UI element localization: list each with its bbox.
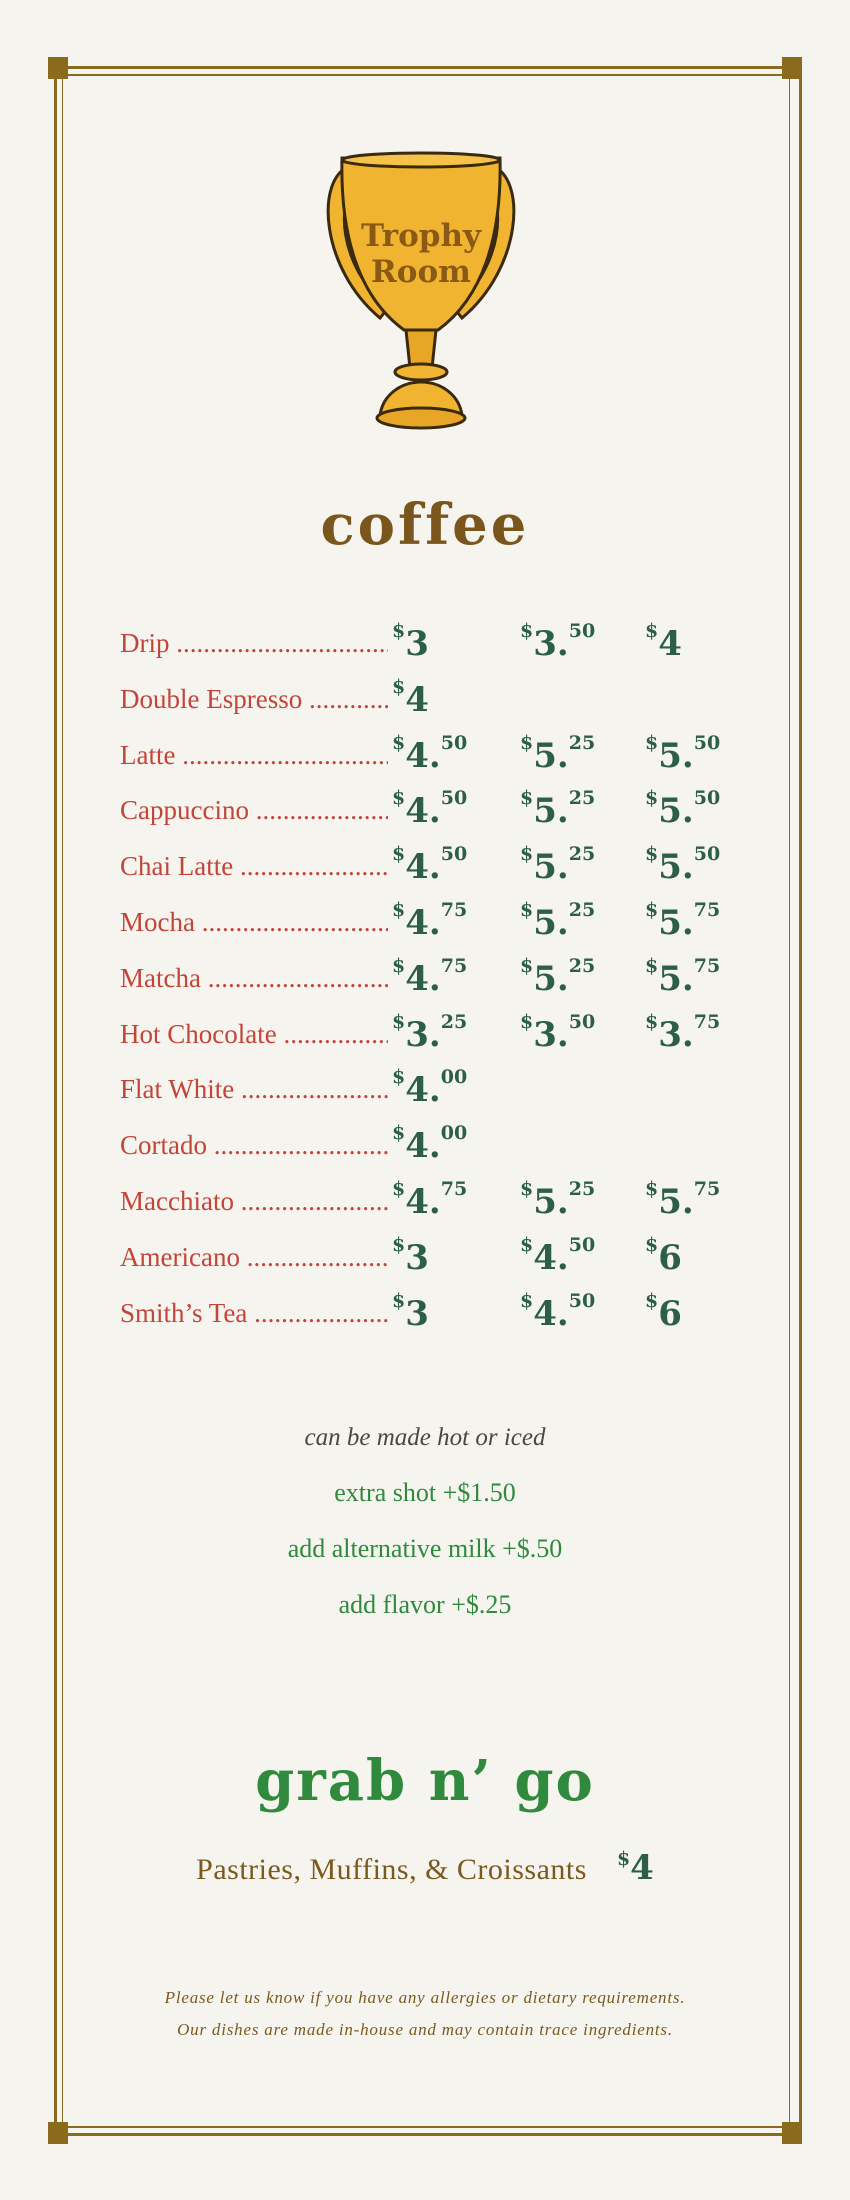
menu-row <box>120 676 760 732</box>
price-currency: $ <box>392 731 406 754</box>
menu-row <box>120 620 760 676</box>
corner-ornament-bottom-right <box>782 2122 802 2144</box>
price-dollars: 4. <box>405 847 441 888</box>
price-dollars: 4. <box>405 902 441 943</box>
corner-ornament-top-right <box>782 57 802 79</box>
price-currency: $ <box>520 787 534 810</box>
price-dollars: 4. <box>405 791 441 832</box>
price-dollars: 4. <box>533 1237 569 1278</box>
price-dollars: 4. <box>405 1181 441 1222</box>
menu-row <box>120 1290 760 1346</box>
menu-row <box>120 899 760 955</box>
price-dollars: 3. <box>533 1014 569 1055</box>
price-currency: $ <box>392 898 406 921</box>
price-dollars: 4. <box>533 1293 569 1334</box>
price-currency: $ <box>645 620 659 642</box>
price-currency: $ <box>392 1177 406 1200</box>
menu-row <box>120 1234 760 1290</box>
price-cents: 00 <box>440 1122 468 1145</box>
menu-item-price-size-3 <box>645 1290 682 1334</box>
menu-item-price-size-2 <box>520 1290 595 1334</box>
menu-item-name: Mocha ..... <box>120 907 388 938</box>
price-cents: 75 <box>693 1010 721 1033</box>
price-currency: $ <box>645 1233 659 1256</box>
price-currency: $ <box>645 1289 659 1312</box>
menu-item-name: Latte ..... <box>120 740 388 771</box>
price-dollars: 5. <box>533 847 569 888</box>
menu-item-price-size-3 <box>645 787 720 831</box>
price-cents: 50 <box>568 620 596 642</box>
flavor-addon: add flavor +$.25 <box>338 1590 512 1619</box>
menu-item-price-size-1 <box>392 843 467 887</box>
menu-item-price-size-2 <box>520 1178 595 1222</box>
menu-item-name: Chai Latte ..... <box>120 851 388 882</box>
price-currency: $ <box>520 843 534 866</box>
price-currency: $ <box>392 954 406 977</box>
menu-item-name: Cortado ..... <box>120 1130 388 1161</box>
corner-ornament-bottom-left <box>48 2122 68 2144</box>
menu-item-name: Smith’s Tea ..... <box>120 1298 388 1329</box>
price-cents: 75 <box>693 898 721 921</box>
menu-item-name: Drip ..... <box>120 628 388 659</box>
price-dollars: 5. <box>533 958 569 999</box>
price-dollars: 3. <box>658 1014 694 1055</box>
price-dollars: 5. <box>658 902 694 943</box>
alt-milk-addon: add alternative milk +$.50 <box>287 1534 563 1563</box>
price-dollars: 3 <box>405 1293 429 1334</box>
price-cents: 75 <box>440 954 468 977</box>
menu-item-price-size-1 <box>392 955 467 999</box>
menu-item-name: Cappuccino ..... <box>120 795 388 826</box>
price-dollars: 4. <box>405 735 441 776</box>
menu-item-name: Hot Chocolate ..... <box>120 1019 388 1050</box>
menu-item-price-size-1 <box>392 1290 429 1334</box>
price-dollars: 6 <box>658 1237 682 1278</box>
trophy-logo-icon <box>310 148 532 438</box>
price-dollars: 3. <box>405 1014 441 1055</box>
grab-n-go-item-name: Pastries, Muffins, & Croissants <box>196 1853 587 1886</box>
price-cents: 50 <box>440 731 468 754</box>
price-dollars: 5. <box>533 791 569 832</box>
menu-row <box>120 955 760 1011</box>
coffee-menu-list <box>120 620 760 1345</box>
price-cents: 25 <box>568 954 596 977</box>
price-dollars: 4 <box>658 624 682 664</box>
trophy-text-line1: Trophy <box>360 218 482 254</box>
hot-iced-note: can be made hot or iced <box>304 1424 546 1451</box>
price-dollars: 4. <box>405 958 441 999</box>
price-dollars: 5. <box>658 735 694 776</box>
price-currency: $ <box>520 1289 534 1312</box>
menu-item-price-size-3 <box>645 1234 682 1278</box>
price-dollars: 4. <box>405 1070 441 1111</box>
price-cents: 50 <box>568 1289 596 1312</box>
price-dollars: 6 <box>658 1293 682 1334</box>
price-dollars: 5. <box>533 735 569 776</box>
price-dollars: 3 <box>405 1237 429 1278</box>
price-dollars: 4. <box>405 1126 441 1167</box>
price-cents: 50 <box>693 787 721 810</box>
price-currency: $ <box>392 1122 406 1145</box>
menu-item-price-size-3 <box>645 843 720 887</box>
price-currency: $ <box>520 898 534 921</box>
price-currency: $ <box>392 1010 406 1033</box>
top-border-line <box>66 74 784 76</box>
allergy-notice: Please let us know if you have any allergies or dietary requirements. <box>164 1988 686 2007</box>
price-currency: $ <box>645 1177 659 1200</box>
price-cents: 25 <box>568 787 596 810</box>
price-cents: 75 <box>440 898 468 921</box>
grab-n-go-heading: grab n’ go <box>255 1748 595 1814</box>
menu-row <box>120 732 760 788</box>
menu-item-name: Americano ..... <box>120 1242 388 1273</box>
price-currency: $ <box>645 731 659 754</box>
menu-row <box>120 1178 760 1234</box>
price-currency: $ <box>392 787 406 810</box>
price-dollars: 5. <box>658 958 694 999</box>
price-currency: $ <box>616 1848 631 1870</box>
menu-item-price-size-1 <box>392 1066 467 1110</box>
coffee-heading: coffee <box>320 492 530 558</box>
menu-item-price-size-2 <box>520 1011 595 1055</box>
menu-row <box>120 1011 760 1067</box>
price-currency: $ <box>520 620 534 642</box>
price-dollars: 5. <box>658 847 694 888</box>
price-cents: 25 <box>568 1177 596 1200</box>
menu-item-price-size-1 <box>392 899 467 943</box>
menu-item-price-size-2 <box>520 732 595 776</box>
menu-row <box>120 1066 760 1122</box>
menu-item-name: Matcha ..... <box>120 963 388 994</box>
extra-shot-addon: extra shot +$1.50 <box>334 1478 516 1507</box>
menu-item-price-size-3 <box>645 620 682 664</box>
menu-row <box>120 843 760 899</box>
price-cents: 75 <box>440 1177 468 1200</box>
menu-item-price-size-1 <box>392 1178 467 1222</box>
menu-item-price-size-2 <box>520 899 595 943</box>
menu-item-price-size-1 <box>392 620 429 664</box>
price-dollars: 3. <box>533 624 569 664</box>
price-dollars: 5. <box>658 791 694 832</box>
price-cents: 25 <box>568 843 596 866</box>
price-cents: 50 <box>440 843 468 866</box>
menu-item-price-size-1 <box>392 787 467 831</box>
price-cents: 75 <box>693 954 721 977</box>
menu-item-price-size-2 <box>520 620 595 664</box>
menu-item-price-size-3 <box>645 1011 720 1055</box>
price-cents: 00 <box>440 1066 468 1089</box>
price-value: 4 <box>630 1848 654 1888</box>
price-cents: 25 <box>440 1010 468 1033</box>
menu-item-price-size-1 <box>392 732 467 776</box>
price-dollars: 3 <box>405 624 429 664</box>
price-cents: 75 <box>693 1177 721 1200</box>
top-border-bar <box>66 66 784 69</box>
price-currency: $ <box>645 898 659 921</box>
menu-item-price-size-3 <box>645 955 720 999</box>
price-currency: $ <box>520 954 534 977</box>
menu-item-price-size-1 <box>392 676 429 720</box>
menu-item-price-size-1 <box>392 1234 429 1278</box>
price-currency: $ <box>392 1066 406 1089</box>
grab-n-go-item-price <box>617 1848 654 1888</box>
menu-item-name: Double Espresso ..... <box>120 684 388 715</box>
price-cents: 50 <box>693 843 721 866</box>
price-dollars: 4 <box>405 679 429 720</box>
price-currency: $ <box>645 843 659 866</box>
in-house-notice: Our dishes are made in-house and may contain trace ingredients. <box>177 2020 673 2039</box>
price-currency: $ <box>392 620 406 642</box>
price-currency: $ <box>392 1289 406 1312</box>
trophy-text-line2: Room <box>371 254 471 290</box>
price-currency: $ <box>392 843 406 866</box>
menu-row <box>120 787 760 843</box>
price-cents: 25 <box>568 898 596 921</box>
price-cents: 50 <box>568 1010 596 1033</box>
price-currency: $ <box>520 1233 534 1256</box>
price-cents: 25 <box>568 731 596 754</box>
price-currency: $ <box>645 1010 659 1033</box>
menu-item-name: Flat White ..... <box>120 1074 388 1105</box>
price-dollars: 5. <box>658 1181 694 1222</box>
corner-ornament-top-left <box>48 57 68 79</box>
menu-row <box>120 1122 760 1178</box>
menu-item-price-size-2 <box>520 955 595 999</box>
price-cents: 50 <box>440 787 468 810</box>
bottom-border-bar <box>66 2133 784 2136</box>
price-dollars: 5. <box>533 902 569 943</box>
price-currency: $ <box>520 1177 534 1200</box>
menu-item-price-size-2 <box>520 843 595 887</box>
menu-item-price-size-2 <box>520 1234 595 1278</box>
menu-item-price-size-3 <box>645 732 720 776</box>
price-currency: $ <box>520 1010 534 1033</box>
price-currency: $ <box>645 954 659 977</box>
price-dollars: 5. <box>533 1181 569 1222</box>
price-currency: $ <box>392 675 406 698</box>
price-currency: $ <box>392 1233 406 1256</box>
grab-n-go-item-row <box>0 1848 850 1888</box>
menu-item-price-size-2 <box>520 787 595 831</box>
menu-item-price-size-1 <box>392 1011 467 1055</box>
price-cents: 50 <box>693 731 721 754</box>
price-cents: 50 <box>568 1233 596 1256</box>
menu-item-price-size-3 <box>645 899 720 943</box>
price-currency: $ <box>520 731 534 754</box>
menu-item-name: Macchiato ..... <box>120 1186 388 1217</box>
bottom-border-line <box>66 2126 784 2128</box>
menu-item-price-size-1 <box>392 1122 467 1166</box>
menu-item-price-size-3 <box>645 1178 720 1222</box>
price-currency: $ <box>645 787 659 810</box>
